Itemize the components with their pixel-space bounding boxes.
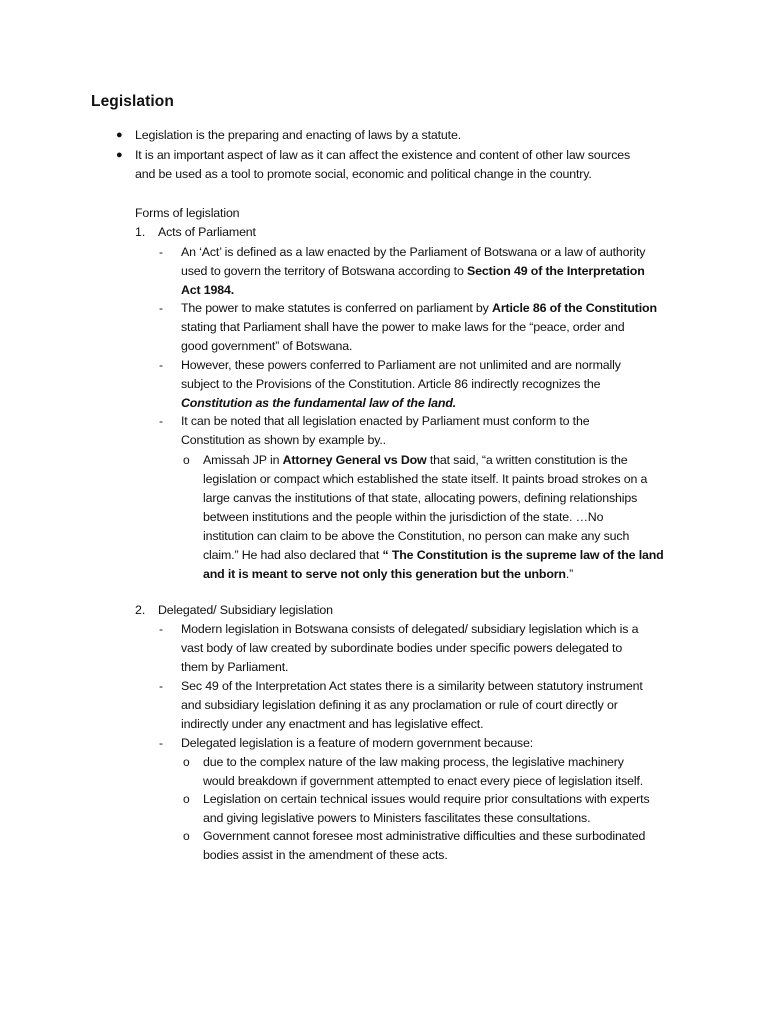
- text-run: .”: [565, 567, 574, 581]
- text-line: [203, 451, 664, 470]
- text-line: between institutions and the people within the jurisdiction of the state. …No: [203, 510, 604, 524]
- dash-icon: -: [159, 736, 163, 750]
- dash-icon: -: [159, 414, 163, 428]
- text-line: and subsidiary legislation defining it as any proclamation or rule of court directly or: [181, 698, 618, 712]
- page-title: Legislation: [91, 93, 174, 110]
- powers-not-unlimited: [181, 356, 621, 413]
- text-line: [181, 262, 645, 281]
- circle-bullet-icon: o: [183, 829, 190, 843]
- section-heading: Acts of Parliament: [158, 225, 256, 239]
- text-run: used to govern the territory of Botswana according to: [181, 264, 467, 278]
- dash-icon: -: [159, 622, 163, 636]
- dash-icon: -: [159, 245, 163, 259]
- text-line: However, these powers conferred to Parliament are not unlimited and are normally: [181, 358, 621, 372]
- dash-icon: -: [159, 679, 163, 693]
- delegated-feature: Delegated legislation is a feature of modern government because:: [181, 736, 534, 750]
- text-line: It is an important aspect of law as it can affect the existence and content of other law sources: [135, 148, 631, 162]
- intro-bullet-2: [135, 146, 630, 184]
- text-line: and be used as a tool to promote social, economic and political change in the country.: [135, 167, 592, 181]
- text-line: stating that Parliament shall have the power to make laws for the “peace, order and: [181, 320, 625, 334]
- act-definition: [181, 243, 645, 300]
- bold-quote: and it is meant to serve not only this generation but the unborn: [203, 567, 566, 581]
- section-number: 2.: [135, 603, 146, 617]
- bold-reference: Article 86 of the Constitution: [492, 301, 657, 315]
- forms-heading: Forms of legislation: [135, 206, 240, 220]
- text-line: Modern legislation in Botswana consists of delegated/ subsidiary legislation which is a: [181, 622, 639, 636]
- text-line: Government cannot foresee most administrative difficulties and these surbodinated: [203, 829, 646, 843]
- section-number: 1.: [135, 225, 146, 239]
- reason-administrative: [203, 827, 645, 865]
- circle-bullet-icon: o: [183, 792, 190, 806]
- text-line: An ‘Act’ is defined as a law enacted by the Parliament of Botswana or a law of authority: [181, 245, 646, 259]
- text-line: and giving legislative powers to Ministers fascilitates these consultations.: [203, 811, 591, 825]
- text-line: Legislation on certain technical issues would require prior consultations with experts: [203, 792, 650, 806]
- circle-bullet-icon: o: [183, 755, 190, 769]
- text-line: good government” of Botswana.: [181, 339, 353, 353]
- bold-reference: Act 1984.: [181, 283, 235, 297]
- bold-quote: “ The Constitution is the supreme law of the land: [382, 548, 664, 562]
- text-line: indirectly under any enactment and has legislative effect.: [181, 717, 484, 731]
- section-heading: Delegated/ Subsidiary legislation: [158, 603, 333, 617]
- text-line: would breakdown if government attempted to enact every piece of legislation itself.: [203, 774, 644, 788]
- text-line: subject to the Provisions of the Constitution. Article 86 indirectly recognizes the: [181, 377, 601, 391]
- text-line: due to the complex nature of the law making process, the legislative machinery: [203, 755, 624, 769]
- emphasis-line: Constitution as the fundamental law of the land.: [181, 396, 457, 410]
- dash-icon: -: [159, 301, 163, 315]
- must-conform: [181, 412, 589, 450]
- text-run: claim.” He had also declared that: [203, 548, 383, 562]
- amissah-quote: [203, 451, 664, 584]
- text-line: [203, 546, 664, 565]
- text-line: large canvas the institutions of that state, allocating powers, defining relationships: [203, 491, 638, 505]
- sec-49: [181, 677, 643, 734]
- reason-complex-nature: [203, 753, 643, 791]
- text-line: Sec 49 of the Interpretation Act states there is a similarity between statutory instrument: [181, 679, 643, 693]
- case-name: Attorney General vs Dow: [282, 453, 427, 467]
- text-run: that said, “a written constitution is the: [426, 453, 628, 467]
- text-line: [181, 299, 657, 318]
- circle-bullet-icon: o: [183, 453, 190, 467]
- text-line: It can be noted that all legislation enacted by Parliament must conform to the: [181, 414, 590, 428]
- reason-technical-issues: [203, 790, 650, 828]
- intro-bullet-1: Legislation is the preparing and enacting of laws by a statute.: [135, 128, 461, 142]
- text-run: The power to make statutes is conferred on parliament by: [181, 301, 493, 315]
- bullet-icon: ●: [116, 149, 123, 161]
- text-line: bodies assist in the amendment of these acts.: [203, 848, 448, 862]
- text-line: [203, 565, 664, 584]
- text-line: legislation or compact which established the state itself. It paints broad strokes on a: [203, 472, 648, 486]
- text-line: them by Parliament.: [181, 660, 289, 674]
- modern-legislation: [181, 620, 638, 677]
- text-run: Amissah JP in: [203, 453, 283, 467]
- bold-reference: Section 49 of the Interpretation: [467, 264, 645, 278]
- bullet-icon: ●: [116, 129, 123, 141]
- text-line: Constitution as shown by example by..: [181, 433, 386, 447]
- dash-icon: -: [159, 358, 163, 372]
- text-line: vast body of law created by subordinate bodies under specific powers delegated to: [181, 641, 623, 655]
- power-to-make-statutes: [181, 299, 657, 356]
- text-line: institution can claim to be above the Constitution, no person can make any such: [203, 529, 630, 543]
